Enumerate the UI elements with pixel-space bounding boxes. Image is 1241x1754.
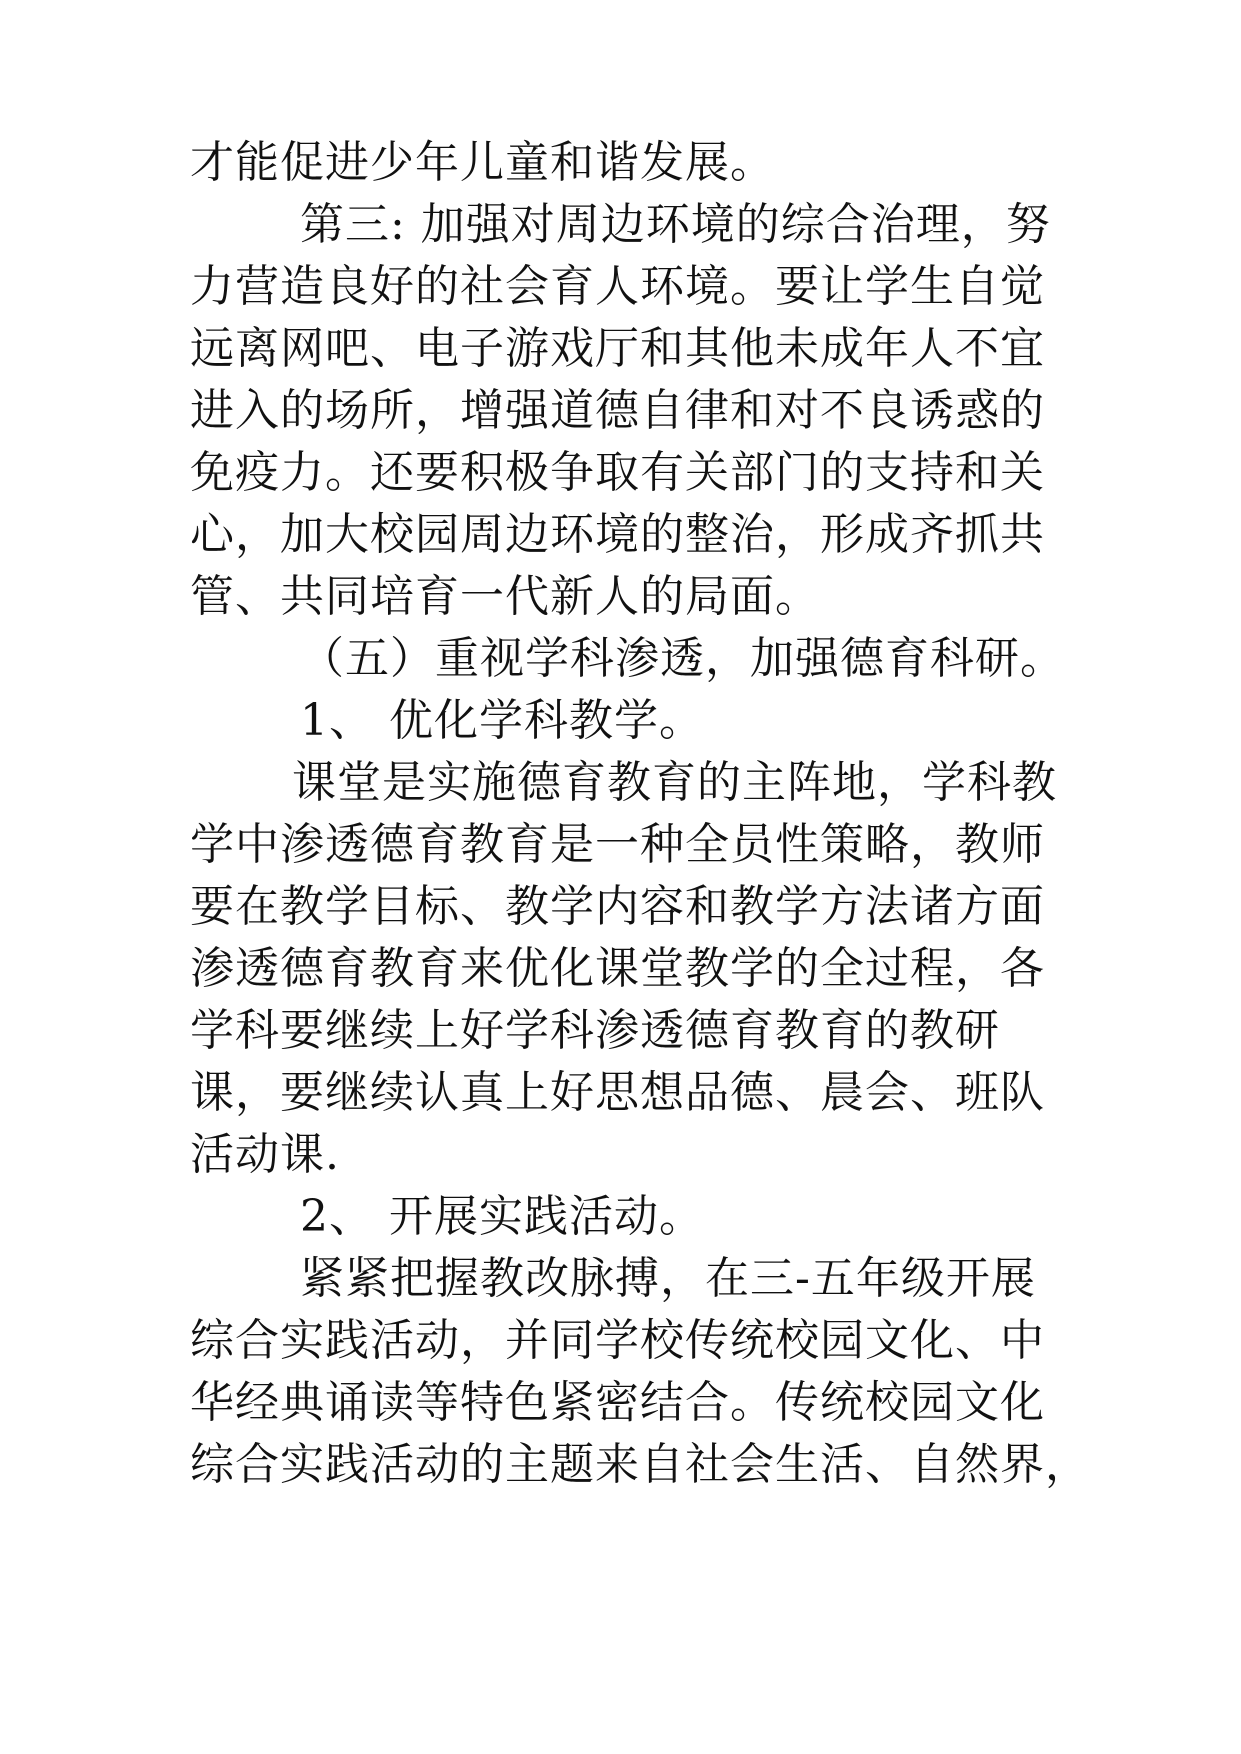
text-line: 紧紧把握教改脉搏，在三-五年级开展 xyxy=(300,1253,1036,1304)
subsection-heading: 2、 开展实践活动。 xyxy=(300,1191,704,1242)
text-line: 学科要继续上好学科渗透德育教育的教研 xyxy=(190,1005,1000,1056)
text-line: 免疫力。还要积极争取有关部门的支持和关 xyxy=(190,447,1045,498)
text-line: 综合实践活动的主题来自社会生活、自然界， xyxy=(190,1439,1090,1490)
subsection-heading: 1、 优化学科教学。 xyxy=(300,695,704,746)
text-line: 第三: 加强对周边环境的综合治理，努 xyxy=(300,199,1051,250)
text-line: 活动课. xyxy=(190,1129,340,1180)
text-line: 课，要继续认真上好思想品德、晨会、班队 xyxy=(190,1067,1045,1118)
text-line: 力营造良好的社会育人环境。要让学生自觉 xyxy=(190,261,1045,312)
section-heading: （五）重视学科渗透，加强德育科研。 xyxy=(300,633,1065,684)
text-line: 远离网吧、电子游戏厅和其他未成年人不宜 xyxy=(190,323,1045,374)
text-line: 才能促进少年儿童和谐发展。 xyxy=(190,137,775,188)
text-line: 综合实践活动，并同学校传统校园文化、中 xyxy=(190,1315,1045,1366)
text-line: 要在教学目标、教学内容和教学方法诸方面 xyxy=(190,881,1045,932)
text-line: 渗透德育教育来优化课堂教学的全过程，各 xyxy=(190,943,1045,994)
text-line: 学中渗透德育教育是一种全员性策略，教师 xyxy=(190,819,1045,870)
text-line: 华经典诵读等特色紧密结合。传统校园文化 xyxy=(190,1377,1045,1428)
text-line: 心，加大校园周边环境的整治，形成齐抓共 xyxy=(190,509,1045,560)
text-line: 课堂是实施德育教育的主阵地，学科教 xyxy=(292,757,1057,808)
text-line: 进入的场所，增强道德自律和对不良诱惑的 xyxy=(190,385,1045,436)
text-line: 管、共同培育一代新人的局面。 xyxy=(190,571,820,622)
